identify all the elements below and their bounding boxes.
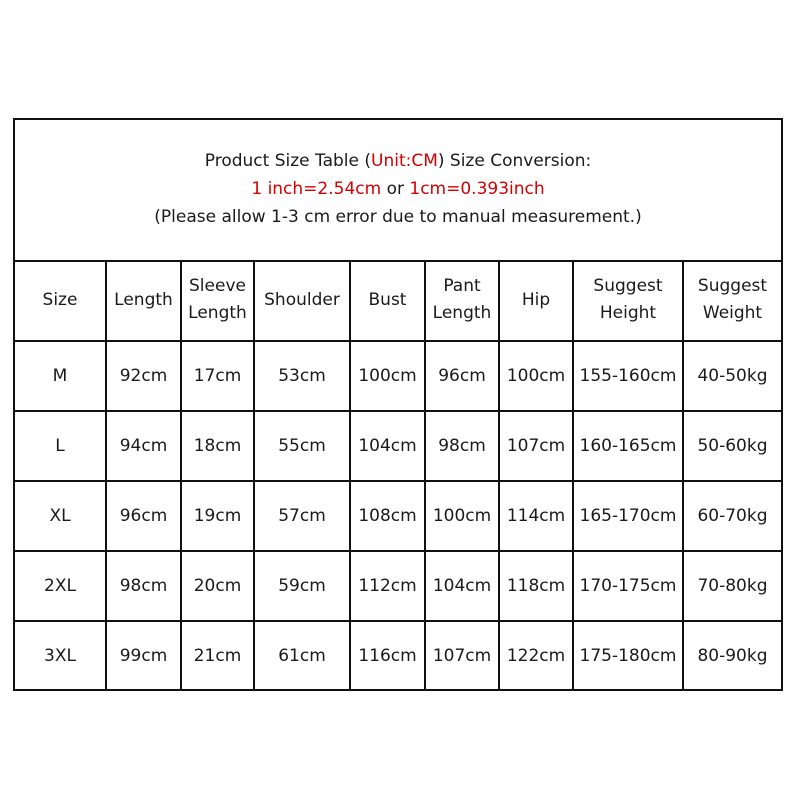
size-label-cell: 2XL [15,551,106,621]
column-header-line: Size [42,289,78,310]
column-header-line: Pant [443,276,481,296]
column-header [254,260,350,341]
table-row [15,341,781,411]
table-cell: 165-170cm [573,481,683,551]
column-header-line: Length [114,289,173,310]
column-header-line: Shoulder [264,289,340,310]
table-cell: 99cm [106,621,181,691]
size-chart [13,118,783,691]
size-table [15,260,781,691]
title-unit: Unit:CM [371,151,438,171]
table-cell: 60-70kg [683,481,781,551]
table-cell: 19cm [181,481,254,551]
table-cell: 61cm [254,621,350,691]
table-cell: 170-175cm [573,551,683,621]
table-cell: 116cm [350,621,425,691]
table-cell: 18cm [181,411,254,481]
table-cell: 94cm [106,411,181,481]
table-cell: 40-50kg [683,341,781,411]
table-cell: 155-160cm [573,341,683,411]
size-label-cell: M [15,341,106,411]
table-row [15,481,781,551]
title-prefix: Product Size Table ( [204,151,371,171]
table-cell: 175-180cm [573,621,683,691]
column-header-line: Weight [702,303,763,323]
column-header [425,260,499,341]
size-label-cell: XL [15,481,106,551]
column-header-line: Length [188,303,247,323]
chart-title [15,149,781,173]
conversion-or: or [381,179,410,199]
conversion-inch: 1 inch=2.54cm [251,179,382,199]
table-cell: 98cm [106,551,181,621]
column-header [106,260,181,341]
table-row [15,621,781,691]
table-cell: 100cm [425,481,499,551]
table-cell: 122cm [499,621,573,691]
table-cell: 96cm [425,341,499,411]
column-header-line: Hip [521,289,551,310]
table-cell: 70-80kg [683,551,781,621]
table-cell: 96cm [106,481,181,551]
table-header-row [15,260,781,341]
table-cell: 160-165cm [573,411,683,481]
table-cell: 107cm [425,621,499,691]
title-suffix: ) Size Conversion: [437,151,592,171]
table-cell: 108cm [350,481,425,551]
table-cell: 53cm [254,341,350,411]
column-header [573,260,683,341]
table-cell: 104cm [425,551,499,621]
measurement-note: (Please allow 1-3 cm error due to manual measurement.) [154,207,642,227]
column-header [181,260,254,341]
column-header-line: Sleeve [189,276,246,296]
conversion-cm: 1cm=0.393inch [409,179,545,199]
table-cell: 112cm [350,551,425,621]
table-cell: 21cm [181,621,254,691]
column-header-line: Bust [368,289,407,310]
column-header [15,260,106,341]
table-cell: 59cm [254,551,350,621]
chart-header [15,120,781,262]
table-cell: 57cm [254,481,350,551]
size-label-cell: L [15,411,106,481]
table-cell: 50-60kg [683,411,781,481]
column-header [683,260,781,341]
column-header [499,260,573,341]
table-cell: 118cm [499,551,573,621]
table-cell: 114cm [499,481,573,551]
column-header-line: Height [599,303,657,323]
table-cell: 92cm [106,341,181,411]
table-cell: 80-90kg [683,621,781,691]
conversion-line [15,177,781,201]
size-label-cell: 3XL [15,621,106,691]
table-row [15,411,781,481]
table-cell: 20cm [181,551,254,621]
table-cell: 17cm [181,341,254,411]
column-header-line: Suggest [593,276,663,296]
table-body [15,341,781,691]
table-cell: 107cm [499,411,573,481]
table-cell: 104cm [350,411,425,481]
table-cell: 100cm [350,341,425,411]
table-cell: 100cm [499,341,573,411]
table-row [15,551,781,621]
column-header-line: Suggest [697,276,768,296]
column-header-line: Length [432,303,492,323]
table-cell: 98cm [425,411,499,481]
table-cell: 55cm [254,411,350,481]
column-header [350,260,425,341]
